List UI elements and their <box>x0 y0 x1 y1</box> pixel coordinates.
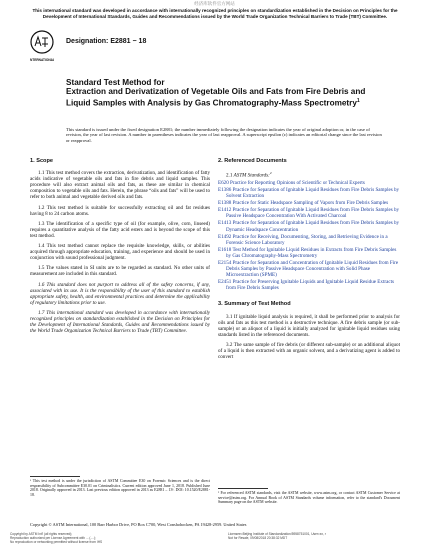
summary-paragraph: 3.1 If ignitable liquid analysis is required, it shall be performed prior to analysis for oils and fats as this test method is a destructive technique. A fire debris sample (or sub-sample) or an aliquot of a liquid is initially analyzed for ignitable liquid residues using standards listed in the referenced documents. <box>218 313 400 338</box>
scope-paragraph: 1.2 This test method is suitable for successfully extracting oil and fat residues having 8 to 24 carbon atoms. <box>30 204 210 217</box>
logo-caption: INTERNATIONAL <box>30 58 54 62</box>
references-lead: 2.1 ASTM Standards:$^2$ <box>226 171 272 179</box>
reference-item[interactable]: E1388 Practice for Static Headspace Sampling of Vapors from Fire Debris Samples <box>218 200 389 207</box>
scope-paragraph: 1.5 The values stated in SI units are to be regarded as standard. No other units of measurement are included in this standard. <box>30 265 210 278</box>
scope-paragraph: 1.3 The identification of a specific type of oil (for example, olive, corn, linseed) requires a quantitative analysis of the fatty acid esters and is beyond the scope of this test method. <box>30 220 210 239</box>
reference-item[interactable]: E2154 Practice for Separation and Concentration of Ignitable Liquid Residues from Fire Debris Samples by Passive Headspace Concentration with Solid Phase Microextraction (SPME) <box>218 260 399 279</box>
section-references-heading: 2. Referenced Documents <box>218 158 287 164</box>
reference-item[interactable]: E1413 Practice for Separation of Ignitable Liquid Residues from Fire Debris Samples by Dynamic Headspace Concentration <box>218 220 400 233</box>
scope-paragraph: 1.6 This standard does not purport to address all of the safety concerns, if any, associated with its use. It is the responsibility of the user of this standard to establish appropriate safety, health, and environmental practices and determine the applicability of regulatory limitations prior to use. <box>30 281 210 306</box>
reference-item[interactable]: E620 Practice for Reporting Opinions of Scientific or Technical Experts <box>218 179 365 186</box>
top-stamp: 经济库软件官方网站 <box>194 1 235 6</box>
copyright-line: Copyright © ASTM International, 100 Barr Harbor Drive, PO Box C700, West Conshohocken, PA 19428-2959. United States <box>30 522 247 527</box>
reference-item[interactable]: E2451 Practice for Preserving Ignitable Liquids and Ignitable Liquid Residue Extracts from Fire Debris Samples <box>218 279 394 292</box>
license-right: Licensee=Beijing Institute of Standardization/5958751001, User=xx, r Not for Resale, 09/08/2018 20:38:32 MDT <box>228 532 326 540</box>
reference-item[interactable]: E1412 Practice for Separation of Ignitable Liquid Residues from Fire Debris Samples by Passive Headspace Concentration With Activated Charcoal <box>218 207 400 220</box>
section-scope-heading: 1. Scope <box>30 158 54 164</box>
international-notice: This international standard was developed in accordance with internationally recognized principles on standardization established in the Decision on Principles for the Development of International Standards, Guides and Recommendations issued by the World Trade Organization Technical Barriers to Trade (TBT) Committee. <box>32 8 398 19</box>
license-left: Copyright by ASTM Int'l (all rights reserved); Reproduction authorized per License Agreement with ... (....); No reproduction or networking permitted without license from IHS <box>10 532 103 544</box>
astm-logo <box>30 30 54 64</box>
section-summary-heading: 3. Summary of Test Method <box>218 301 291 308</box>
footnote-2: ² For referenced ASTM standards, visit the ASTM website, www.astm.org, or contact ASTM Customer Service at service@astm.org. For Annual Book of ASTM Standards volume information, refer to the standard's Document Summary page on the ASTM website. <box>218 491 400 505</box>
footnote-divider <box>218 488 268 489</box>
standard-issue-note: This standard is issued under the fixed designation E2881; the number immediately following the designation indicates the year of original adoption or, in the case of revision, the year of last revision. A number in parentheses indicates the year of last reapproval. A superscript epsilon (ε) indicates an editorial change since the last revision or reapproval. <box>66 127 382 143</box>
astm-logo-icon <box>30 30 54 64</box>
footnote-1: ¹ This test method is under the jurisdiction of ASTM Committee E30 on Forensic Sciences and is the direct responsibility of Subcommittee E30.01 on Criminalistics. Current edition approved June 1, 2018. Published June 2018. Originally approved in 2013. Last previous edition approved in 2013 as E2881 – 13¹. DOI: 10.1520/E2881-18. <box>30 479 210 497</box>
document-title <box>66 78 386 108</box>
title-line-2: Extraction and Derivatization of Vegetable Oils and Fats from Fire Debris and Liquid Samples with Analysis by Gas Chromatography-Mass Spectrometry$^1$ <box>66 87 366 108</box>
reference-item[interactable]: E1386 Practice for Separation of Ignitable Liquid Residues from Fire Debris Samples by Solvent Extraction <box>218 186 400 200</box>
scope-paragraph: 1.7 This international standard was developed in accordance with internationally recognized principles on standardization established in the Decision on Principles for the Development of International Standards, Guides and Recommendations issued by the World Trade Organization Technical Barriers to Trade (TBT) Committee. <box>30 309 210 335</box>
right-column <box>218 158 400 364</box>
designation: Designation: E2881 − 18 <box>66 38 147 45</box>
title-line-1: Standard Test Method for <box>66 78 165 87</box>
reference-item[interactable]: E1492 Practice for Receiving, Documenting, Storing, and Retrieving Evidence in a Forensic Science Laboratory <box>218 233 388 246</box>
title-footnote-mark: 1 <box>356 97 360 104</box>
summary-paragraph: 3.2 The same sample of fire debris (or different sub-sample) or an additional aliquot of a liquid is then extracted with an organic solvent, and a derivatizing agent is added to convert <box>218 341 400 361</box>
reference-item[interactable]: E1618 Test Method for Ignitable Liquid Residues in Extracts from Fire Debris Samples by Gas Chromatography-Mass Spectrometry <box>218 246 397 259</box>
scope-paragraph: 1.4 This test method cannot replace the requisite knowledge, skills, or abilities acquired through appropriate education, training, and experience and should be used in conjunction with sound professional judgment. <box>30 243 210 262</box>
left-column <box>30 158 210 338</box>
scope-paragraph: 1.1 This test method covers the extraction, derivatization, and identification of fatty acids indicative of vegetable oils and fats in fire debris and liquid samples. This procedure will also extract animal oils and fats, as these are similar in chemical composition to vegetable oils and fats. Herein, the phrase “oils and fats” will be used to refer to both animal and vegetable derived oils and fats. <box>30 170 210 201</box>
footnote-divider <box>30 476 80 477</box>
